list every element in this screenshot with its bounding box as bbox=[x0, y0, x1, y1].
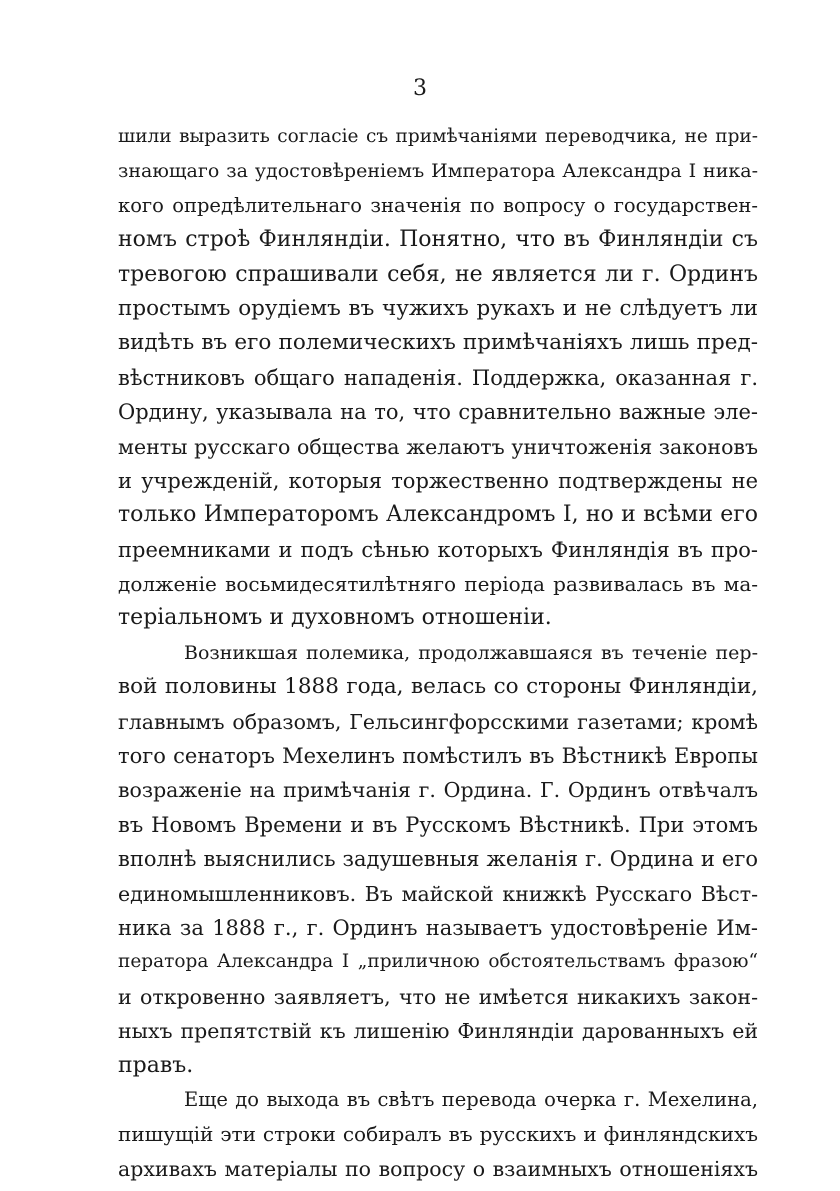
text-line: долженіе восьмидесятилѣтняго періода развивалась въ ма- bbox=[118, 572, 758, 597]
text-line: теріальномъ и духовномъ отношеніи. bbox=[118, 605, 552, 631]
text-line: пишущій эти строки собиралъ въ русскихъ и финляндскихъ bbox=[118, 1122, 758, 1147]
text-line: ника за 1888 г., г. Ординъ называетъ удостовѣреніе Им- bbox=[118, 915, 758, 940]
text-line: въ Новомъ Времени и въ Русскомъ Вѣстникѣ. При этомъ bbox=[118, 812, 758, 837]
text-line: простымъ орудіемъ въ чужихъ рукахъ и не слѣдуетъ ли bbox=[118, 295, 758, 321]
text-line: возраженіе на примѣчанія г. Ордина. Г. Ординъ отвѣчалъ bbox=[118, 778, 758, 803]
text-line: главнымъ образомъ, Гельсингфорсскими газетами; кромѣ bbox=[118, 709, 758, 734]
text-line: ператора Александра I „приличною обстоятельствамъ фразою“ bbox=[118, 951, 758, 973]
text-line: номъ строѣ Финляндіи. Понятно, что въ Финляндіи съ bbox=[118, 227, 758, 253]
page-number: 3 bbox=[413, 76, 427, 101]
text-line: ныхъ препятствій къ лишенію Финляндіи дарованныхъ ей bbox=[118, 1019, 758, 1044]
text-line: и откровенно заявляетъ, что не имѣется никакихъ закон- bbox=[118, 984, 758, 1009]
paragraph-3 bbox=[118, 1083, 758, 1186]
text-line: тревогою спрашивали себя, не является ли г. Ординъ bbox=[118, 261, 758, 287]
text-line: и учрежденій, которыя торжественно подтверждены не bbox=[118, 468, 758, 493]
text-line: видѣть въ его полемическихъ примѣчаніяхъ лишь пред- bbox=[118, 330, 758, 356]
text-line: единомышленниковъ. Въ майской книжкѣ Русскаго Вѣст- bbox=[118, 881, 758, 906]
body-text bbox=[118, 120, 758, 1186]
text-line: кого опредѣлительнаго значенія по вопросу о государствен- bbox=[118, 193, 758, 217]
text-line: вѣстниковъ общаго нападенія. Поддержка, оказанная г. bbox=[118, 365, 758, 390]
text-line: вой половины 1888 года, велась со стороны Финляндіи, bbox=[118, 674, 758, 700]
text-line: Возникшая полемика, продолжавшаяся въ теченіе пер- bbox=[184, 641, 758, 664]
text-line: того сенаторъ Мехелинъ помѣстилъ въ Вѣстникѣ Европы bbox=[118, 744, 758, 769]
text-line: только Императоромъ Александромъ I, но и всѣми его bbox=[118, 502, 758, 528]
text-line: архивахъ матеріалы по вопросу о взаимныхъ отношеніяхъ bbox=[118, 1156, 758, 1181]
text-line: Ордину, указывала на то, что сравнительно важные эле- bbox=[118, 400, 758, 425]
text-line: знающаго за удостовѣреніемъ Императора Александра I ника- bbox=[118, 160, 758, 183]
text-line: шили выразить согласіе съ примѣчаніями переводчика, не при- bbox=[118, 126, 758, 147]
text-line: правъ. bbox=[118, 1052, 194, 1078]
text-line: менты русскаго общества желаютъ уничтоженія законовъ bbox=[118, 434, 758, 459]
text-line: преемниками и подъ сѣнью которыхъ Финляндія въ про- bbox=[118, 537, 758, 562]
paragraph-1 bbox=[118, 120, 758, 636]
paragraph-2 bbox=[118, 636, 758, 1083]
text-line: Еще до выхода въ свѣтъ перевода очерка г. Мехелина, bbox=[184, 1087, 758, 1111]
text-line: вполнѣ выяснились задушевныя желанія г. Ордина и его bbox=[118, 847, 758, 872]
